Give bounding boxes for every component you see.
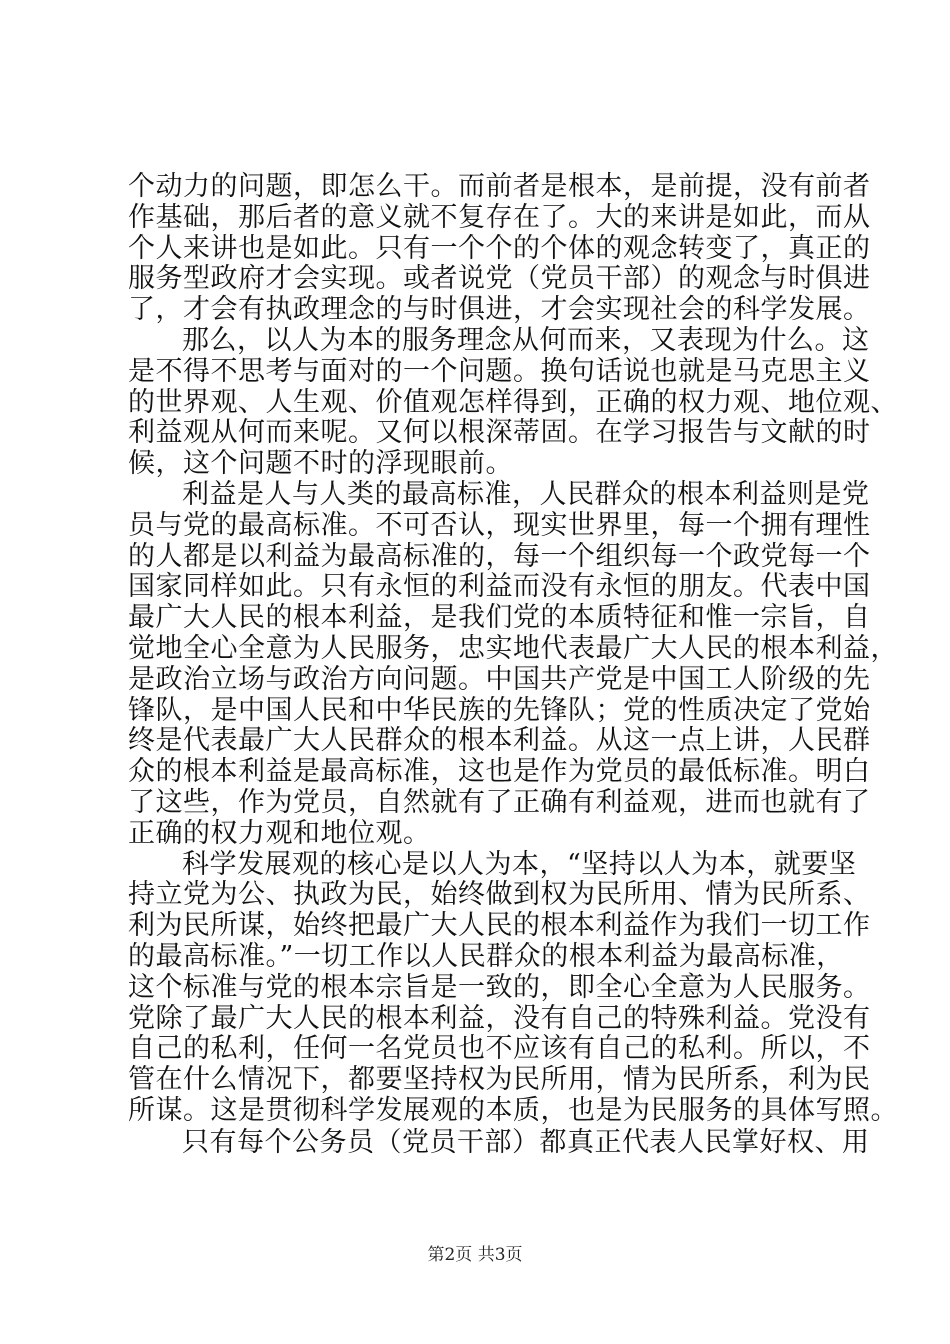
paragraph-3: [128, 478, 898, 850]
text-line: 个动力的问题，即怎么干。而前者是根本，是前提，没有前者: [128, 171, 871, 202]
text-line: 作基础，那后者的意义就不复存在了。大的来讲是如此，而从: [128, 201, 871, 233]
text-line: 服务型政府才会实现。或者说党（党员干部）的观念与时俱进: [128, 263, 871, 295]
text-line: 是不得不思考与面对的一个问题。换句话说也就是马克思主义: [128, 355, 871, 387]
text-line: 正确的权力观和地位观。: [128, 817, 431, 849]
text-line: 个人来讲也是如此。只有一个个的个体的观念转变了，真正的: [128, 232, 871, 264]
text-line: 管在什么情况下，都要坚持权为民所用，情为民所系，利为民: [128, 1064, 871, 1096]
paragraph-5: [128, 1127, 870, 1159]
text-line: 利益是人与人类的最高标准，人民群众的根本利益则是党: [182, 478, 870, 510]
text-line: 的人都是以利益为最高标准的，每一个组织每一个政党每一个: [128, 540, 871, 572]
text-line: 国家同样如此。只有永恒的利益而没有永恒的朋友。代表中国: [128, 571, 871, 603]
paragraph-2: [128, 324, 898, 480]
text-line: 了这些，作为党员，自然就有了正确有利益观，进而也就有了: [128, 786, 871, 818]
text-line: 只有每个公务员（党员干部）都真正代表人民掌好权、用: [182, 1127, 870, 1158]
text-line: 所谋。这是贯彻科学发展观的本质，也是为民服务的具体写照。: [128, 1094, 898, 1126]
paragraph-1: [128, 171, 871, 326]
text-line: 终是代表最广大人民群众的根本利益。从这一点上讲，人民群: [128, 725, 871, 757]
page-number-footer: 第2页 共3页: [427, 1245, 523, 1265]
text-line: 候，这个问题不时的浮现眼前。: [128, 448, 513, 480]
text-line: 利益观从何而来呢。又何以根深蒂固。在学习报告与文献的时: [128, 417, 871, 449]
paragraph-4: [128, 848, 898, 1127]
text-line: 利为民所谋，始终把最广大人民的根本利益作为我们一切工作: [128, 910, 871, 942]
text-line: 员与党的最高标准。不可否认，现实世界里，每一个拥有理性: [128, 509, 871, 541]
text-line: 自己的私利，任何一名党员也不应该有自己的私利。所以，不: [128, 1033, 871, 1065]
text-line: 锋队，是中国人民和中华民族的先锋队；党的性质决定了党始: [128, 694, 871, 726]
body-text: [128, 171, 898, 1127]
text-line: 的最高标准。”一切工作以人民群众的根本利益为最高标准，: [128, 940, 844, 972]
text-line: 觉地全心全意为人民服务，忠实地代表最广大人民的根本利益，: [128, 632, 898, 664]
text-line: 科学发展观的核心是以人为本，“坚持以人为本，就要坚: [182, 848, 857, 880]
text-line: 了，才会有执政理念的与时俱进，才会实现社会的科学发展。: [128, 294, 871, 326]
text-line: 持立党为公、执政为民，始终做到权为民所用、情为民所系、: [128, 879, 871, 911]
text-line: 是政治立场与政治方向问题。中国共产党是中国工人阶级的先: [128, 663, 871, 695]
text-line: 的世界观、人生观、价值观怎样得到，正确的权力观、地位观、: [128, 386, 898, 418]
text-line: 党除了最广大人民的根本利益，没有自己的特殊利益。党没有: [128, 1002, 871, 1034]
text-line: 这个标准与党的根本宗旨是一致的，即全心全意为人民服务。: [128, 971, 871, 1003]
text-line: 最广大人民的根本利益，是我们党的本质特征和惟一宗旨，自: [128, 602, 871, 634]
text-line: 众的根本利益是最高标准，这也是作为党员的最低标准。明白: [128, 756, 871, 788]
text-line: 那么，以人为本的服务理念从何而来，又表现为什么。这: [182, 324, 870, 356]
